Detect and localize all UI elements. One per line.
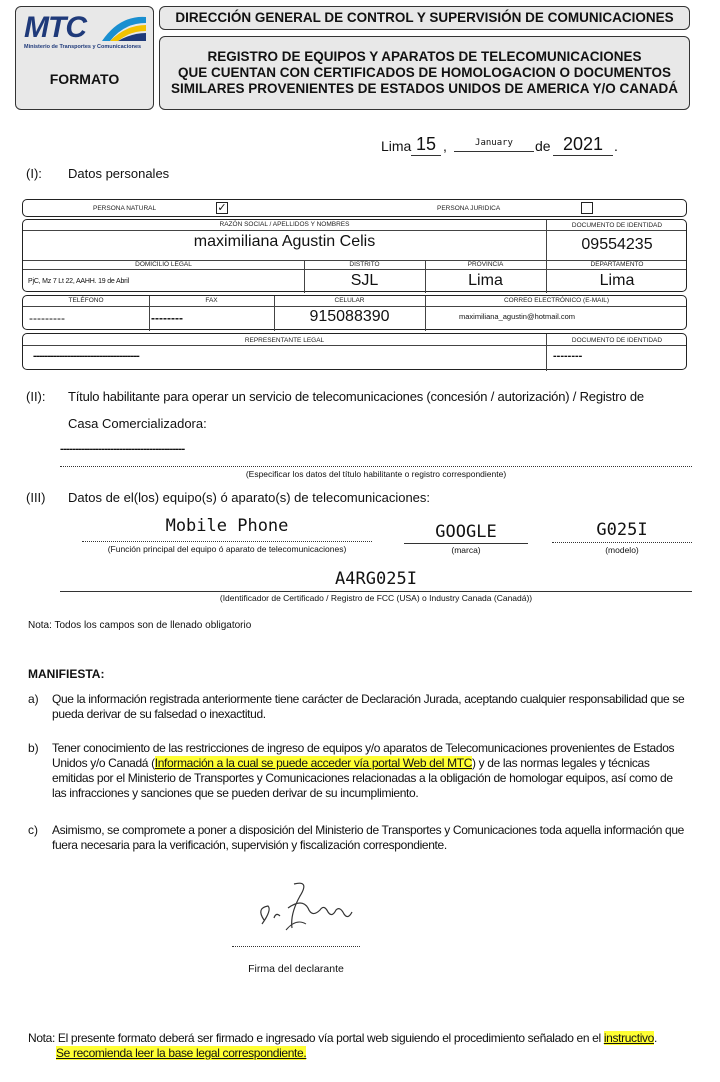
domicilio-label: DOMICILIO LEGAL <box>135 261 192 268</box>
item-b-line-4: las infracciones y sanciones que se pueden derivar de su incumplimiento. <box>52 786 419 800</box>
representante-label: REPRESENTANTE LEGAL <box>244 337 325 344</box>
celular-label: CELULAR <box>334 297 365 304</box>
section-3-title: Datos de el(los) equipo(s) ó aparato(s) de telecomunicaciones: <box>68 490 431 505</box>
item-c-letter: c) <box>28 823 38 837</box>
section-1-number: (I): <box>26 166 42 181</box>
item-b-line-1: Tener conocimiento de las restricciones de ingreso de equipos y/o aparatos de Telecomunicaciones provenientes de Estados <box>52 741 675 755</box>
marca-value[interactable]: GOOGLE <box>435 522 497 542</box>
manifiesta-title: MANIFIESTA: <box>28 667 105 681</box>
rep-doc-label: DOCUMENTO DE IDENTIDAD <box>571 337 663 344</box>
date-year[interactable]: 2021 <box>553 134 613 156</box>
doc-identidad-label: DOCUMENTO DE IDENTIDAD <box>571 222 663 229</box>
celular-value[interactable]: 915088390 <box>309 308 390 325</box>
logo-swoosh-icon <box>100 13 148 43</box>
departamento-value[interactable]: Lima <box>599 272 635 289</box>
section-2-line-2: Casa Comercializadora: <box>68 416 207 431</box>
direccion-box <box>159 6 690 30</box>
item-a-line-2: pueda derivar de su falsedad o inexactitud. <box>52 707 266 721</box>
logo-subtitle: Ministerio de Transportes y Comunicaciones <box>24 44 142 50</box>
logo-text: MTC <box>24 11 86 44</box>
correo-value[interactable]: maximiliana_agustin@hotmail.com <box>459 312 575 321</box>
fcc-value[interactable]: A4RG025I <box>335 569 417 589</box>
item-b-line-2: Unidos y/o Canadá (Información a la cual se puede acceder vía portal Web del MTC) y de las normas legales y técnicas <box>52 756 650 770</box>
telefono-label: TELÉFONO <box>68 297 104 304</box>
rep-doc-value[interactable]: -------- <box>553 350 583 362</box>
base-legal-link[interactable]: Se recomienda leer la base legal correspondiente. <box>56 1046 307 1060</box>
nota-final-text: Nota: El presente formato deberá ser firmado e ingresado vía portal web siguiendo el procedimiento señalado en el <box>28 1031 604 1045</box>
item-c-line-1: Asimismo, se compromete a poner a disposición del Ministerio de Transportes y Comunicaciones toda aquella información que <box>52 823 684 837</box>
funcion-caption: (Función principal del equipo ó aparato de telecomunicaciones) <box>107 544 347 554</box>
fax-label: FAX <box>205 297 218 304</box>
modelo-value[interactable]: G025I <box>596 520 648 540</box>
date-day[interactable]: 15 <box>411 134 441 156</box>
date-month[interactable]: January <box>454 138 534 152</box>
mtc-logo <box>22 11 148 51</box>
telefono-value[interactable]: --------- <box>29 311 65 325</box>
direccion-title: DIRECCIÓN GENERAL DE CONTROL Y SUPERVISIÓN DE COMUNICACIONES <box>175 10 674 25</box>
item-a-text <box>52 692 720 722</box>
provincia-value[interactable]: Lima <box>468 272 503 289</box>
contacto-box <box>22 295 687 330</box>
item-c-text <box>52 823 720 853</box>
section-2-line-1: Título habilitante para operar un servicio de telecomunicaciones (concesión / autorización) / Registro de <box>68 389 644 404</box>
instructivo-link[interactable]: instructivo <box>603 1031 654 1045</box>
provincia-label: PROVINCIA <box>467 261 504 268</box>
title-line-3: SIMILARES PROVENIENTES DE ESTADOS UNIDOS DE AMERICA Y/O CANADÁ <box>170 81 679 96</box>
distrito-label: DISTRITO <box>349 261 380 268</box>
representante-box <box>22 333 687 370</box>
razon-social-label: RAZÓN SOCIAL / APELLIDOS Y NOMBRES <box>219 221 350 228</box>
persona-juridica-label: PERSONA JURIDICA <box>437 205 501 212</box>
formato-label: FORMATO <box>49 71 120 87</box>
item-b-text <box>52 741 720 801</box>
persona-juridica-checkbox[interactable] <box>581 202 593 214</box>
doc-identidad-value[interactable]: 09554235 <box>581 236 653 253</box>
item-a-letter: a) <box>28 692 39 706</box>
signature-image <box>250 878 360 938</box>
modelo-caption: (modelo) <box>605 545 639 555</box>
distrito-value[interactable]: SJL <box>350 272 379 289</box>
nota-obligatorio: Nota: Todos los campos son de llenado obligatorio <box>28 620 252 631</box>
date-prefix: Lima <box>381 138 412 154</box>
persona-type-row <box>22 199 687 217</box>
title-line-1: REGISTRO DE EQUIPOS Y APARATOS DE TELECOMUNICACIONES <box>207 49 642 64</box>
item-a-line-1: Que la información registrada anteriormente tiene carácter de Declaración Jurada, aceptando cualquier responsabilidad que se <box>52 692 685 706</box>
razon-social-value[interactable]: maximiliana Agustin Celis <box>193 233 376 250</box>
title-box <box>159 36 690 110</box>
item-c-line-2: fuera necesaria para la verificación, supervisión y fiscalización correspondiente. <box>52 838 447 852</box>
section-1-title: Datos personales <box>68 166 170 181</box>
fax-value[interactable]: -------- <box>151 311 183 325</box>
check-icon: ✓ <box>217 202 227 214</box>
marca-caption: (marca) <box>451 545 481 555</box>
section-3-number: (III) <box>26 490 46 505</box>
titulo-habilitante-caption: (Especificar los datos del título habilitante o registro correspondiente) <box>245 469 507 479</box>
representante-value[interactable]: ------------------------------------- <box>33 350 139 362</box>
titulo-habilitante-value[interactable]: ------------------------------------------ <box>60 443 185 455</box>
datos-personales-box <box>22 219 687 292</box>
title-line-2: QUE CUENTAN CON CERTIFICADOS DE HOMOLOGACION O DOCUMENTOS <box>177 65 671 80</box>
logo-box <box>15 6 154 110</box>
firma-caption: Firma del declarante <box>248 963 344 975</box>
item-b-line-3: emitidas por el Ministerio de Transportes y Comunicaciones relacionadas a la obligación de homologar equipos, así como de <box>52 771 673 785</box>
section-2-number: (II): <box>26 389 46 404</box>
funcion-value[interactable]: Mobile Phone <box>165 516 289 536</box>
item-b-letter: b) <box>28 741 39 755</box>
persona-natural-label: PERSONA NATURAL <box>93 205 157 212</box>
date-de: de <box>535 138 551 154</box>
nota-final: Nota: El presente formato deberá ser firmado e ingresado vía portal web siguiendo el procedimiento señalado en el instructivo. Se recomienda leer la base legal correspondiente. <box>28 1031 657 1060</box>
domicilio-value[interactable]: PjC, Mz 7 Lt 22, AAHH. 19 de Abril <box>28 278 129 285</box>
departamento-label: DEPARTAMENTO <box>590 261 644 268</box>
persona-natural-checkbox[interactable] <box>216 202 228 214</box>
fcc-caption: (Identificador de Certificado / Registro de FCC (USA) o Industry Canada (Canadá)) <box>219 593 533 603</box>
correo-label: CORREO ELECTRÓNICO (E-MAIL) <box>503 297 610 304</box>
date-line: Lima 15 , January de 2021 . <box>381 134 618 154</box>
portal-web-link[interactable]: Información a la cual se puede acceder vía portal Web del MTC <box>154 756 473 770</box>
